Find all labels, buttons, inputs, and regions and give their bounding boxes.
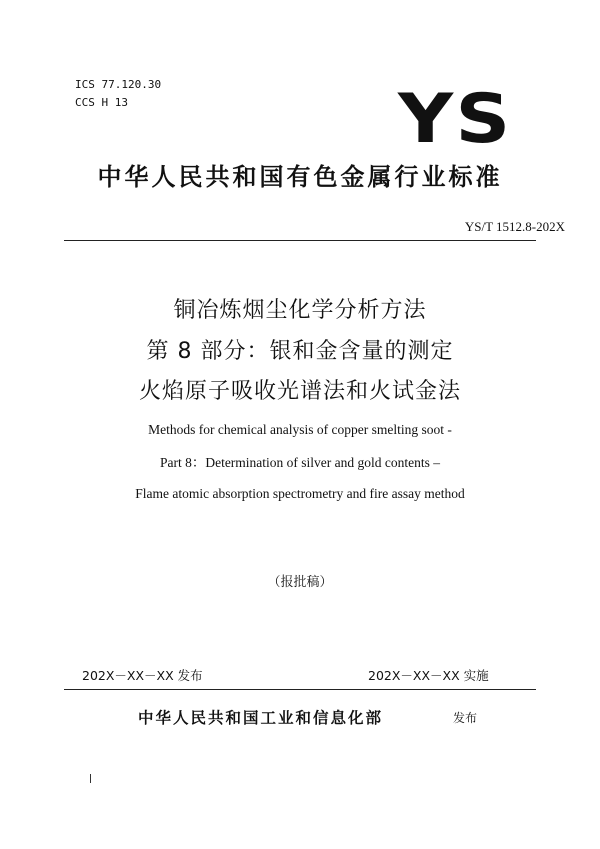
header-divider <box>64 240 536 241</box>
title-zh-line2: 第 8 部分：银和金含量的测定 <box>146 339 454 364</box>
issuing-authority: 中华人民共和国工业和信息化部 <box>138 709 384 727</box>
ics-code: ICS 77.120.30 <box>75 78 162 91</box>
draft-status: （报批稿） <box>267 575 333 590</box>
title-zh-line1: 铜冶炼烟尘化学分析方法 <box>173 298 427 323</box>
title-en-line2: Part 8：Determination of silver and gold contents – <box>159 455 441 470</box>
standard-type-heading: 中华人民共和国有色金属行业标准 <box>97 163 503 191</box>
ccs-code: CCS H 13 <box>75 96 128 109</box>
implementation-date: 202X－XX－XX 实施 <box>368 668 489 683</box>
standard-number: YS/T 1512.8-202X <box>464 219 565 234</box>
page-mark <box>90 774 91 783</box>
title-en-line1: Methods for chemical analysis of copper smelting soot - <box>148 422 452 437</box>
publish-label: 发布 <box>453 711 478 725</box>
ys-logo: YS <box>398 80 513 159</box>
issue-date: 202X－XX－XX 发布 <box>82 668 203 683</box>
title-zh-line3: 火焰原子吸收光谱法和火试金法 <box>138 379 461 404</box>
footer-divider <box>64 689 536 690</box>
title-en-line3: Flame atomic absorption spectrometry and fire assay method <box>135 486 465 501</box>
